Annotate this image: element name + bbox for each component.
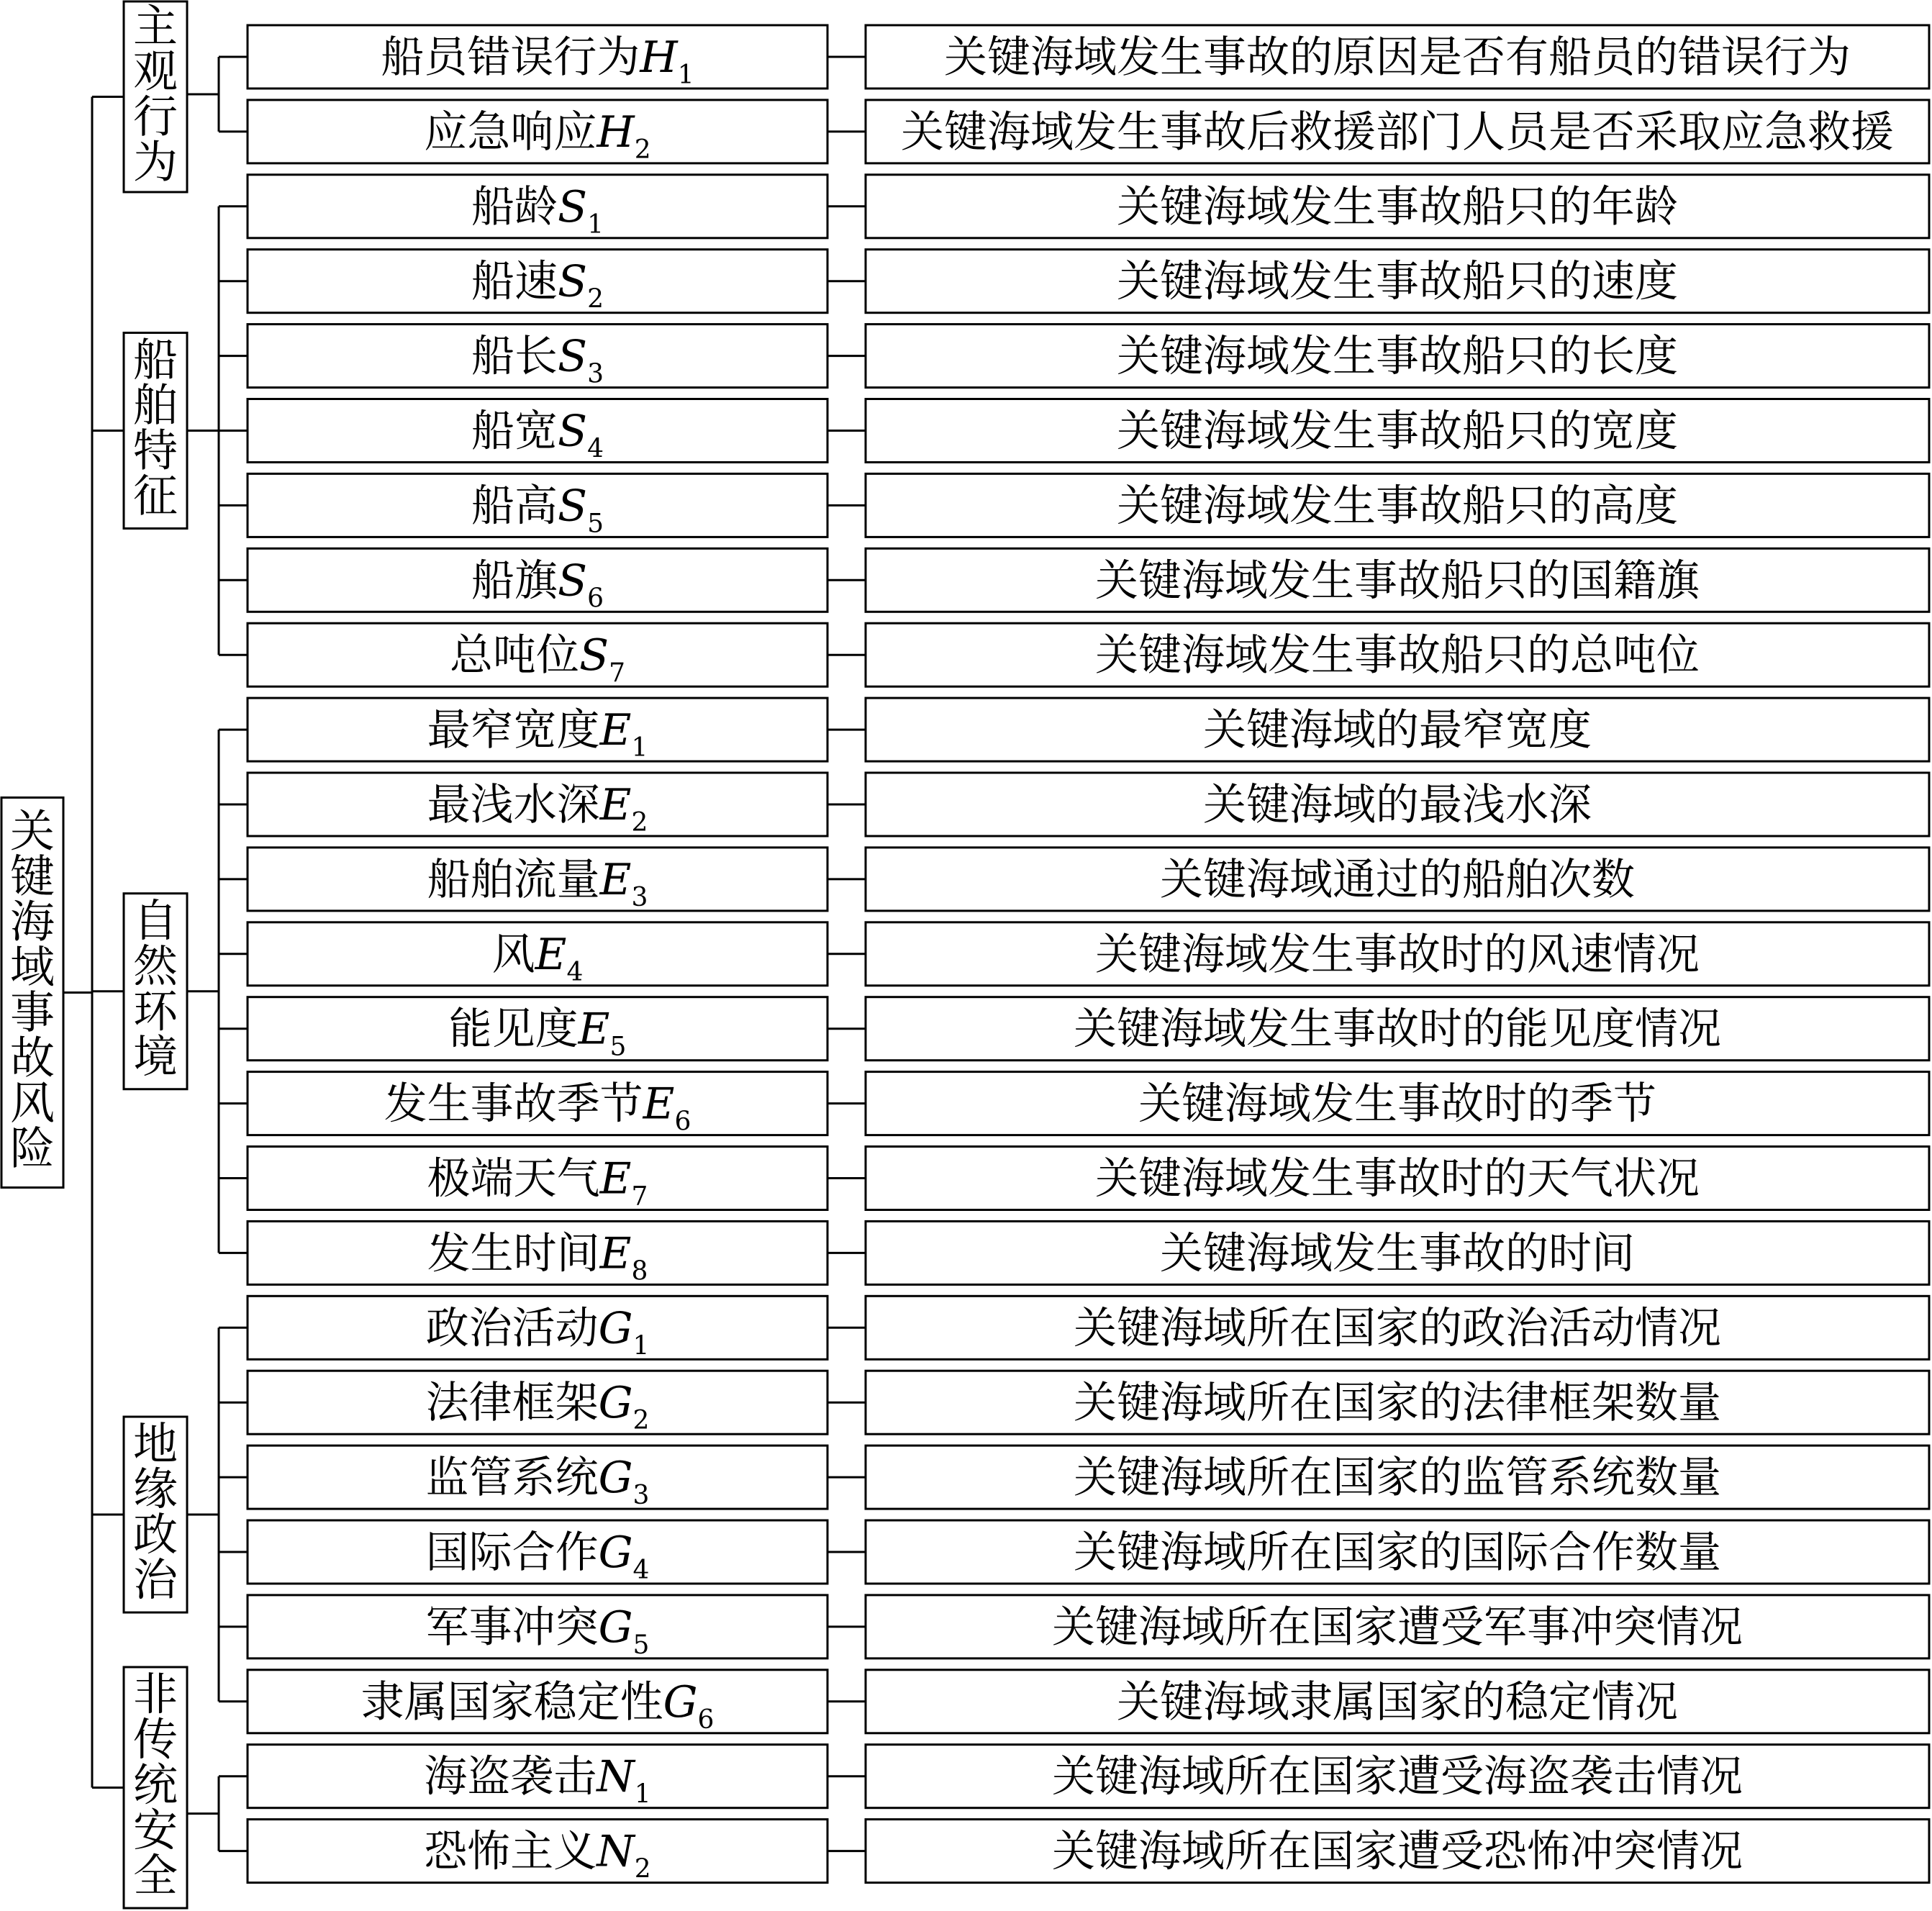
factor-description: 关键海域发生事故时的天气状况: [1095, 1153, 1700, 1204]
factor-description: 关键海域发生事故后救援部门人员是否采取应急救援: [901, 106, 1894, 158]
factor-name: 监管系统$G_3$: [425, 1453, 650, 1511]
factor-description: 关键海域发生事故的原因是否有船员的错误行为: [944, 32, 1851, 83]
factor-description: 关键海域隶属国家的稳定情况: [1117, 1676, 1678, 1728]
factor-name: 船速$S_2$: [471, 256, 604, 314]
category-label: 自然环境: [132, 894, 178, 1083]
factor-description: 关键海域的最窄宽度: [1203, 705, 1592, 756]
factor-name: 最窄宽度$E_1$: [427, 705, 648, 763]
factor-name: 船舶流量$E_3$: [427, 854, 648, 912]
factor-name: 船员错误行为$H_1$: [381, 32, 694, 90]
factor-description: 关键海域发生事故船只的总吨位: [1095, 630, 1700, 681]
factor-description: 关键海域发生事故船只的宽度: [1117, 406, 1678, 457]
factor-name: 法律框架$G_2$: [425, 1378, 650, 1436]
factor-name: 船龄$S_1$: [471, 181, 604, 240]
factor-name: 发生时间$E_8$: [427, 1228, 648, 1286]
factor-name: 应急响应$H_2$: [424, 106, 651, 165]
factor-description: 关键海域发生事故船只的高度: [1117, 481, 1678, 532]
factor-name: 船长$S_3$: [471, 331, 604, 389]
category-label: 主观行为: [132, 0, 178, 189]
root-label: 关键海域事故风险: [9, 804, 55, 1175]
category-label: 地缘政治: [132, 1417, 178, 1607]
factor-description: 关键海域所在国家的监管系统数量: [1074, 1453, 1721, 1504]
factor-name: 国际合作$G_4$: [425, 1528, 650, 1585]
factor-description: 关键海域发生事故船只的国籍旗: [1095, 555, 1700, 607]
factor-description: 关键海域发生事故船只的年龄: [1117, 181, 1678, 232]
category-label: 船舶特征: [132, 333, 178, 522]
factor-description: 关键海域发生事故时的能见度情况: [1074, 1004, 1721, 1055]
factor-name: 能见度$E_5$: [448, 1004, 627, 1062]
factor-description: 关键海域通过的船舶次数: [1160, 854, 1635, 905]
factor-description: 关键海域发生事故时的风速情况: [1095, 929, 1700, 980]
factor-description: 关键海域所在国家遭受海盗袭击情况: [1052, 1751, 1743, 1802]
factor-description: 关键海域发生事故船只的速度: [1117, 256, 1678, 307]
factor-name: 极端天气$E_7$: [427, 1153, 648, 1212]
factor-description: 关键海域发生事故的时间: [1160, 1228, 1635, 1279]
factor-description: 关键海域所在国家遭受恐怖冲突情况: [1052, 1826, 1743, 1877]
factor-name: 船宽$S_4$: [471, 406, 604, 464]
factor-description: 关键海域发生事故时的季节: [1138, 1079, 1656, 1130]
factor-name: 总吨位$S_7$: [449, 630, 626, 689]
factor-name: 发生事故季节$E_6$: [384, 1079, 691, 1137]
factor-description: 关键海域发生事故船只的长度: [1117, 331, 1678, 382]
factor-name: 恐怖主义$N_2$: [424, 1826, 651, 1884]
factor-description: 关键海域所在国家的国际合作数量: [1074, 1528, 1721, 1578]
category-label: 非传统安全: [132, 1668, 178, 1902]
factor-name: 船旗$S_6$: [471, 555, 604, 614]
factor-name: 军事冲突$G_5$: [425, 1602, 650, 1660]
factor-description: 关键海域所在国家的政治活动情况: [1074, 1303, 1721, 1354]
factor-name: 海盗袭击$N_1$: [424, 1751, 651, 1810]
factor-description: 关键海域所在国家遭受军事冲突情况: [1052, 1602, 1743, 1653]
factor-name: 政治活动$G_1$: [425, 1303, 650, 1361]
factor-name: 船高$S_5$: [471, 481, 604, 539]
factor-name: 风$E_4$: [491, 929, 584, 987]
factor-name: 隶属国家稳定性$G_6$: [360, 1676, 715, 1735]
factor-name: 最浅水深$E_2$: [427, 780, 648, 838]
factor-description: 关键海域所在国家的法律框架数量: [1074, 1378, 1721, 1429]
factor-description: 关键海域的最浅水深: [1203, 780, 1592, 830]
